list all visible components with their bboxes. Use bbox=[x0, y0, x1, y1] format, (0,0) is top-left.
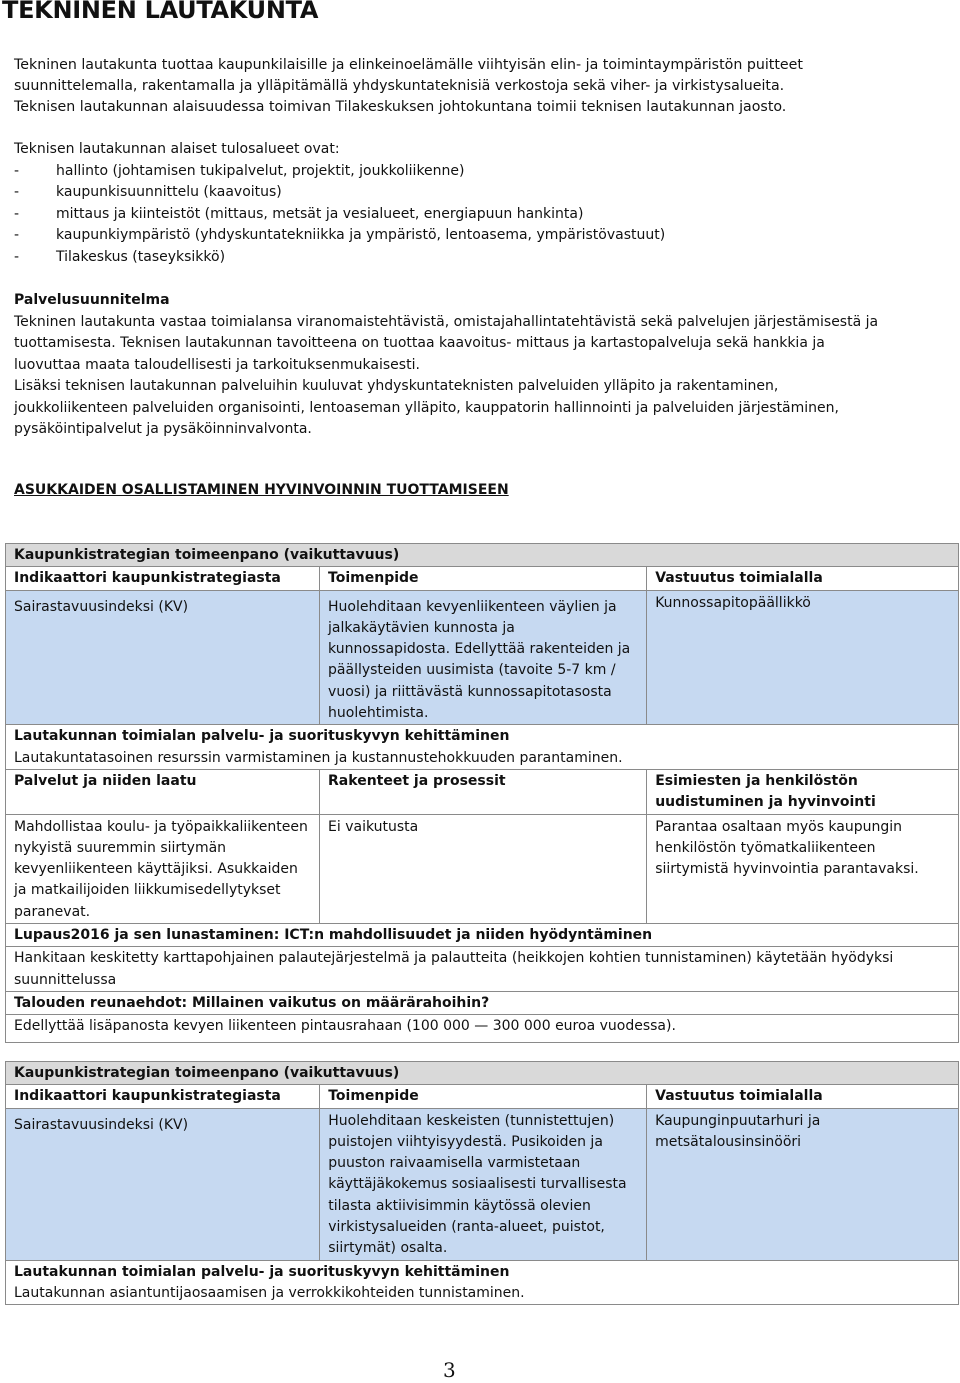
action-cell: Huolehditaan keskeisten (tunnistettujen) puistojen viihtyisyydestä. Pusikoiden ja puuston raivaamisella varmistetaan käyttäjäkokemus sosiaalisesti turvallisesta tilasta aktiivisimmin käytössä olevien virkistysalueiden (ranta-alueet, puistot, siirtymät) osalta. bbox=[320, 1108, 647, 1260]
finance-text: Edellyttää lisäpanosta kevyen liikenteen pintausrahaan (100 000 — 300 000 euroa vuodessa). bbox=[6, 1015, 959, 1042]
intro-paragraph: Teknisen lautakunnan alaisuudessa toimivan Tilakeskuksen johtokuntana toimii teknisen lautakunnan jaosto. bbox=[14, 99, 787, 115]
column-header-services: Palvelut ja niiden laatu bbox=[6, 769, 320, 814]
result-areas bbox=[14, 139, 924, 269]
list-item: - kaupunkiympäristö (yhdyskuntatekniikka ja ympäristö, lentoasema, ympäristövastuut) bbox=[14, 227, 666, 244]
service-plan bbox=[14, 290, 894, 441]
table-header: Kaupunkistrategian toimeenpano (vaikuttavuus) bbox=[6, 544, 959, 567]
development-text: Lautakunnan asiantuntijaosaamisen ja verrokkikohteiden tunnistaminen. bbox=[14, 1284, 525, 1301]
service-plan-paragraph: Lisäksi teknisen lautakunnan palveluihin kuuluvat yhdyskuntateknisten palveluiden ylläpito ja rakentaminen, joukkoliikenteen palveluiden organisointi, lentoaseman ylläpito, kauppatorin hallinnointi ja palveluiden järjestäminen, pysäköintipalvelut ja pysäköinninvalvonta. bbox=[14, 378, 839, 437]
service-plan-paragraph: Tekninen lautakunta vastaa toimialansa viranomaistehtävistä, omistajahallintatehtävistä sekä palvelujen järjestämisestä ja tuottamisesta. Teknisen lautakunnan tavoitteena on tuottaa kaavoitus- mittaus ja kartastopalveluja sekä hankkia ja luovuttaa maata taloudellisesti ja tarkoituksenmukaisesti. bbox=[14, 313, 879, 373]
table-row bbox=[6, 814, 959, 923]
column-header-action: Toimenpide bbox=[320, 1085, 647, 1108]
table-row bbox=[6, 590, 959, 725]
list-item: - hallinto (johtamisen tukipalvelut, projektit, joukkoliikenne) bbox=[14, 162, 465, 179]
responsible-cell: Kunnossapitopäällikkö bbox=[647, 590, 959, 725]
column-header-indicator: Indikaattori kaupunkistrategiasta bbox=[6, 1085, 320, 1108]
table-header: Kaupunkistrategian toimeenpano (vaikuttavuus) bbox=[6, 1062, 959, 1085]
promise-text: Hankitaan keskitetty karttapohjainen palautejärjestelmä ja palautteita (heikkojen kohtien tunnistaminen) käytetään hyödyksi suunnittelussa bbox=[6, 947, 959, 992]
action-cell: Huolehditaan kevyenliikenteen väylien ja jalkakäytävien kunnosta ja kunnossapidosta. Edellyttää rakenteiden ja päällysteiden uusimista (tavoite 5-7 km / vuosi) ja riittävästä kunnossapitotasosta huolehtimista. bbox=[320, 590, 647, 725]
development-cell bbox=[6, 725, 959, 770]
list-item: - Tilakeskus (taseyksikkö) bbox=[14, 248, 226, 265]
promise-heading: Lupaus2016 ja sen lunastaminen: ICT:n mahdollisuudet ja niiden hyödyntäminen bbox=[6, 924, 959, 947]
column-header-structures: Rakenteet ja prosessit bbox=[320, 769, 647, 814]
column-header-indicator: Indikaattori kaupunkistrategiasta bbox=[6, 567, 320, 590]
table-row bbox=[6, 1108, 959, 1260]
intro-paragraph: Tekninen lautakunta tuottaa kaupunkilaisille ja elinkeinoelämälle viihtyisän elin- ja toimintaympäristön puitteet suunnittelemalla, rakentamalla ja ylläpitämällä yhdyskuntateknisiä verkostoja sekä viher- ja virkistysalueita. bbox=[14, 57, 803, 94]
column-header-action: Toimenpide bbox=[320, 567, 647, 590]
result-areas-heading: Teknisen lautakunnan alaiset tulosalueet ovat: bbox=[14, 141, 340, 157]
column-header-responsible: Vastuutus toimialalla bbox=[647, 1085, 959, 1108]
column-header-wellbeing: Esimiesten ja henkilöstön uudistuminen ja hyvinvointi bbox=[647, 769, 959, 814]
finance-heading: Talouden reunaehdot: Millainen vaikutus on määrärahoihin? bbox=[6, 991, 959, 1014]
column-header-responsible: Vastuutus toimialalla bbox=[647, 567, 959, 590]
intro-text bbox=[14, 55, 924, 118]
page-title: TEKNINEN LAUTAKUNTA bbox=[2, 0, 319, 24]
section-title: ASUKKAIDEN OSALLISTAMINEN HYVINVOINNIN TUOTTAMISEEN bbox=[14, 482, 509, 498]
services-cell: Mahdollistaa koulu- ja työpaikkaliikenteen nykyistä suuremmin siirtymän kevyenliikenteen käyttäjiksi. Asukkaiden ja matkailijoiden liikkumisedellytykset paranevat. bbox=[6, 814, 320, 923]
indicator-cell: Sairastavuusindeksi (KV) bbox=[6, 590, 320, 725]
development-heading: Lautakunnan toimialan palvelu- ja suorituskyvyn kehittäminen bbox=[14, 1263, 510, 1280]
responsible-cell: Kaupunginpuutarhuri ja metsätalousinsinööri bbox=[647, 1108, 959, 1260]
development-cell bbox=[6, 1260, 959, 1305]
result-areas-list bbox=[14, 161, 924, 269]
strategy-table-1 bbox=[5, 543, 959, 1043]
indicator-cell: Sairastavuusindeksi (KV) bbox=[6, 1108, 320, 1260]
structures-cell: Ei vaikutusta bbox=[320, 814, 647, 923]
wellbeing-cell: Parantaa osaltaan myös kaupungin henkilöstön työmatkaliikenteen siirtymistä hyvinvointia parantavaksi. bbox=[647, 814, 959, 923]
service-plan-heading: Palvelusuunnitelma bbox=[14, 292, 170, 308]
development-text: Lautakuntatasoinen resurssin varmistaminen ja kustannustehokkuuden parantaminen. bbox=[14, 749, 623, 766]
strategy-table-2 bbox=[5, 1061, 959, 1305]
development-heading: Lautakunnan toimialan palvelu- ja suorituskyvyn kehittäminen bbox=[14, 728, 510, 745]
list-item: - kaupunkisuunnittelu (kaavoitus) bbox=[14, 184, 282, 201]
page-number: 3 bbox=[443, 1358, 456, 1382]
list-item: - mittaus ja kiinteistöt (mittaus, metsät ja vesialueet, energiapuun hankinta) bbox=[14, 205, 584, 222]
